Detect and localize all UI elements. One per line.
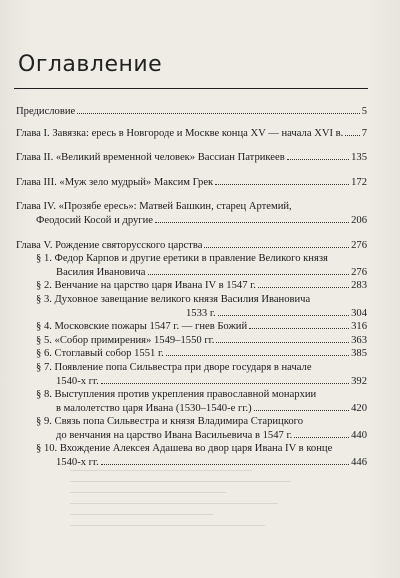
toc-page-number: 135 [351, 152, 367, 164]
toc-entry-title-line1: § 9. Связь попа Сильвестра и князя Владимира Старицкого [36, 416, 304, 428]
leader-dots [166, 355, 349, 356]
table-of-contents [16, 105, 367, 470]
toc-page-number: 392 [351, 375, 367, 387]
toc-entry-title: Глава II. «Великий временной человек» Вассиан Патрикеев [16, 152, 285, 164]
leader-dots [345, 135, 359, 136]
toc-entry-section-6[interactable] [16, 347, 367, 361]
toc-entry-section-7[interactable] [16, 361, 367, 388]
leader-dots [155, 222, 349, 223]
leader-dots [294, 437, 349, 438]
toc-entry-title-line2: в малолетство царя Ивана (1530–1540-е гг.) [56, 402, 252, 414]
toc-page-number: 206 [351, 214, 367, 226]
toc-entry-title: Предисловие [16, 106, 76, 117]
toc-entry-section-1[interactable] [16, 252, 367, 279]
toc-page-number: 276 [351, 239, 367, 251]
leader-dots [215, 184, 349, 185]
toc-entry-chapter-1[interactable] [16, 127, 367, 141]
toc-entry-chapter-3[interactable] [16, 176, 367, 190]
toc-entry-section-8[interactable] [16, 388, 367, 415]
toc-entry-title-line1: § 8. Выступления против укрепления православной монархии [36, 389, 317, 401]
toc-page-number: 172 [351, 176, 367, 188]
toc-entry-chapter-5[interactable] [16, 239, 367, 253]
page-title: Оглавление [18, 52, 163, 77]
toc-entry-title-line2: Феодосий Косой и другие [36, 214, 153, 226]
leader-dots [287, 159, 349, 160]
leader-dots [254, 410, 349, 411]
toc-entry-section-4[interactable] [16, 320, 367, 334]
toc-entry-chapter-4[interactable] [16, 200, 367, 227]
toc-entry-chapter-2[interactable] [16, 151, 367, 165]
toc-entry-title: Глава V. Рождение святорусского царства [16, 239, 203, 251]
leader-dots [204, 247, 349, 248]
toc-entry-title-line2: до венчания на царство Ивана Васильевича в 1547 г. [56, 429, 293, 441]
toc-entry-preface[interactable] [16, 105, 367, 119]
leader-dots [101, 383, 349, 384]
toc-entry-title-line1: § 3. Духовное завещание великого князя Василия Ивановича [36, 293, 311, 305]
leader-dots [148, 274, 350, 275]
toc-entry-title-line1: § 10. Вхождение Алексея Адашева во двор царя Ивана IV в конце [36, 443, 333, 455]
toc-page-number: 363 [351, 334, 367, 346]
toc-entry-title: § 6. Стоглавый собор 1551 г. [36, 348, 164, 360]
top-rule [14, 88, 368, 89]
toc-page-number: 276 [351, 266, 367, 278]
toc-entry-title: § 5. «Собор примирения» 1549–1550 гг. [36, 334, 215, 346]
toc-page-number: 385 [351, 348, 367, 360]
toc-entry-section-5[interactable] [16, 334, 367, 348]
toc-entry-title-line2: 1540-х гг. [56, 457, 99, 469]
toc-page-number: 7 [361, 127, 367, 139]
toc-entry-title: § 2. Венчание на царство царя Ивана IV в 1547 г. [36, 280, 256, 292]
toc-entry-title: § 4. Московские пожары 1547 г. — гнев Божий [36, 321, 248, 333]
toc-entry-title-line1: § 1. Федор Карпов и другие еретики в правление Великого князя [36, 253, 328, 265]
toc-entry-title-line2: 1533 г. [186, 307, 216, 319]
toc-page-number: 446 [351, 457, 367, 469]
bleed-through-text [70, 460, 330, 570]
leader-dots [216, 342, 349, 343]
toc-entry-section-2[interactable] [16, 279, 367, 293]
leader-dots [101, 464, 349, 465]
toc-page-number: 316 [351, 321, 367, 333]
toc-entry-title-line2: Василия Ивановича [56, 266, 146, 278]
leader-dots [218, 315, 349, 316]
leader-dots [249, 328, 349, 329]
leader-dots [258, 287, 349, 288]
toc-entry-title-line1: Глава IV. «Прозябе ересь»: Матвей Башкин, старец Артемий, [16, 201, 292, 213]
toc-entry-title-line2: 1540-х гг. [56, 375, 99, 387]
toc-page-number: 5 [361, 106, 367, 117]
toc-page-number: 420 [351, 402, 367, 414]
toc-entry-title-line1: § 7. Появление попа Сильвестра при дворе государя в начале [36, 361, 312, 373]
toc-page-number: 440 [351, 429, 367, 441]
toc-entry-title: Глава III. «Муж зело мудрый» Максим Грек [16, 176, 214, 188]
toc-entry-section-9[interactable] [16, 415, 367, 442]
leader-dots [77, 113, 359, 114]
toc-entry-section-3[interactable] [16, 293, 367, 320]
toc-entry-title: Глава I. Завязка: ересь в Новгороде и Москве конца XV — начала XVI в. [16, 127, 344, 139]
toc-entry-section-10[interactable] [16, 442, 367, 469]
toc-page-number: 283 [351, 280, 367, 292]
toc-page-number: 304 [351, 307, 367, 319]
